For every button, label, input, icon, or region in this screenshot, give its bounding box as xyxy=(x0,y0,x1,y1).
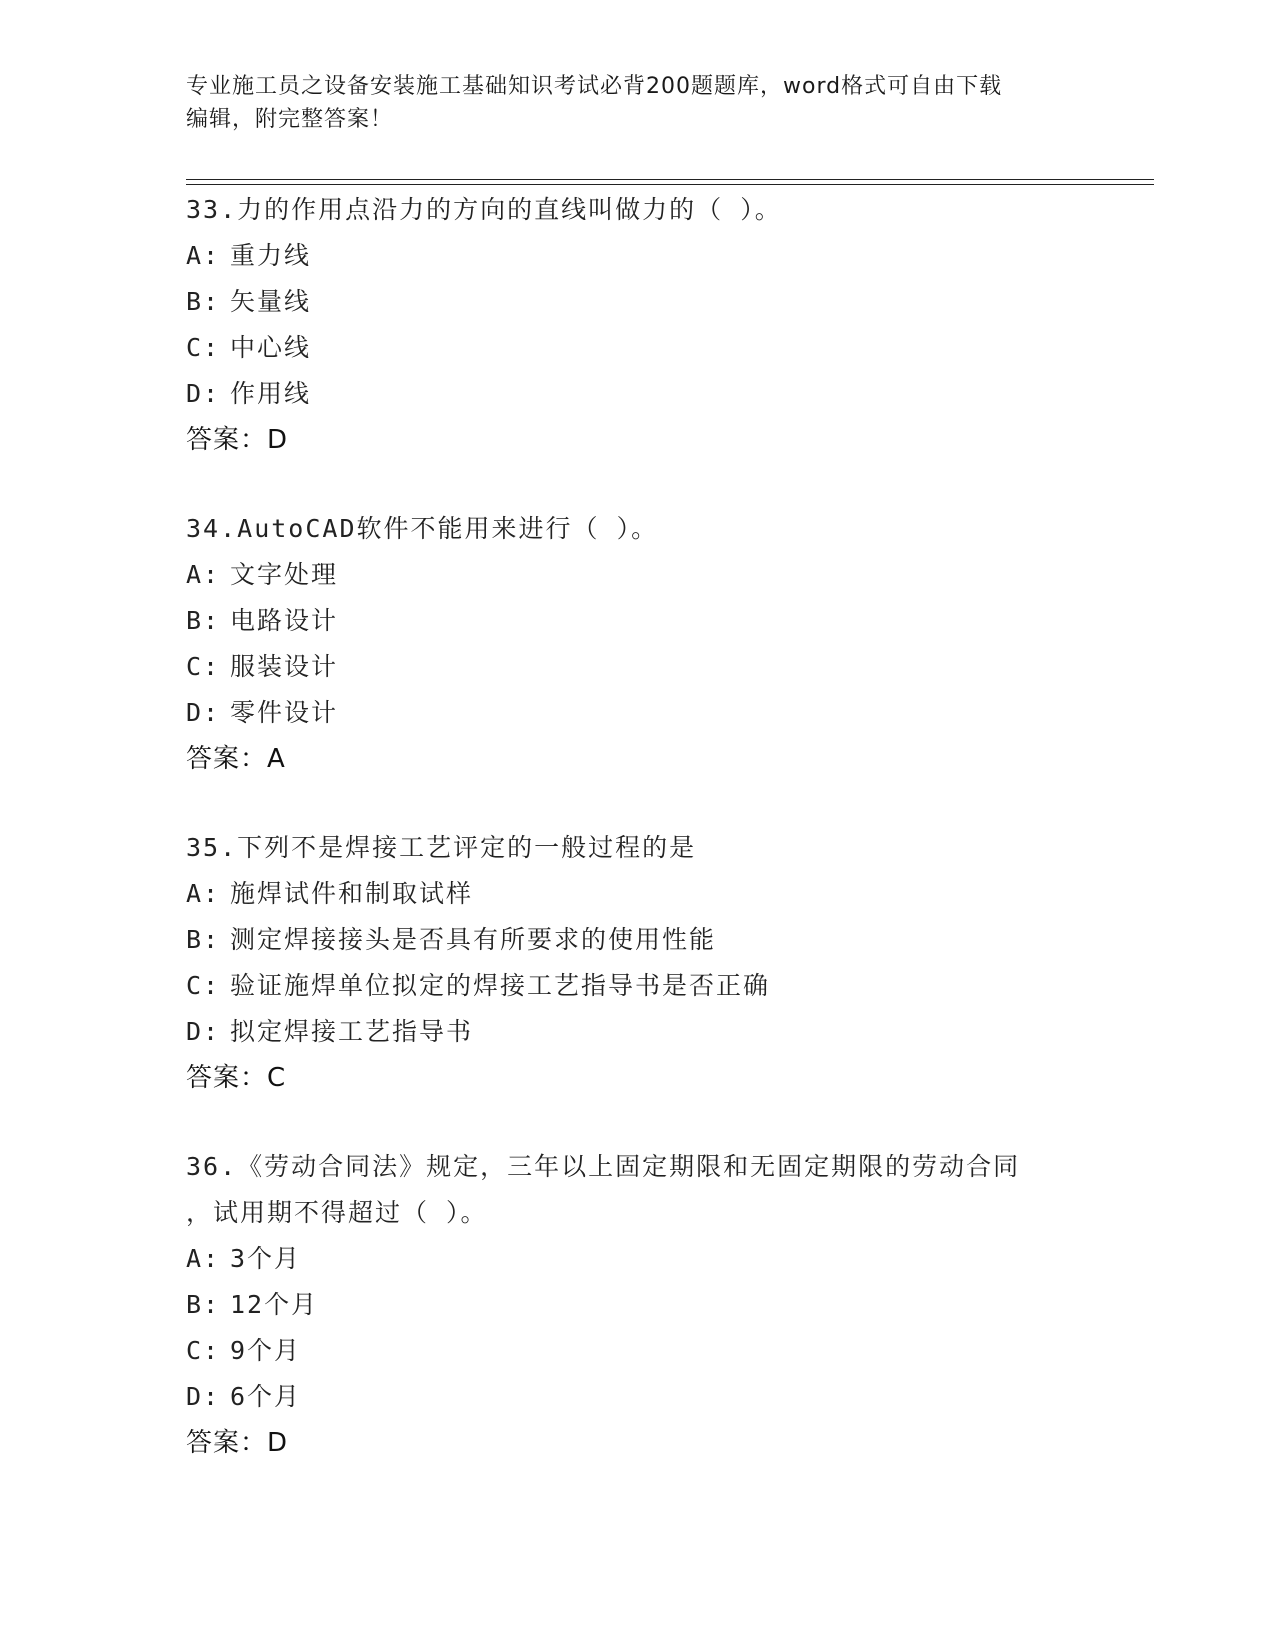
option-d xyxy=(186,690,1106,736)
option-d xyxy=(186,1374,1106,1420)
question-stem: 34.AutoCAD软件不能用来进行（ ）。 xyxy=(186,514,659,543)
option-text: 作用线 xyxy=(230,379,312,408)
option-letter: A: xyxy=(186,241,221,270)
option-a xyxy=(186,552,1106,598)
option-letter: D: xyxy=(186,379,221,408)
header-divider-top xyxy=(186,179,1154,180)
header-title-line-1: 专业施工员之设备安装施工基础知识考试必背200题题库，word格式可自由下载 xyxy=(186,74,1003,99)
document-header xyxy=(186,70,1066,136)
option-letter: B: xyxy=(186,287,221,316)
option-b xyxy=(186,917,1106,963)
option-text: 12个月 xyxy=(230,1290,319,1319)
answer-line: 答案：A xyxy=(186,744,286,774)
question-36 xyxy=(186,1144,1106,1466)
option-text: 3个月 xyxy=(230,1244,302,1273)
option-letter: A: xyxy=(186,560,221,589)
option-letter: B: xyxy=(186,925,221,954)
answer-line: 答案：D xyxy=(186,1428,289,1458)
option-a xyxy=(186,1236,1106,1282)
answer-line: 答案：C xyxy=(186,1063,287,1093)
question-stem-line-1: 36.《劳动合同法》规定，三年以上固定期限和无固定期限的劳动合同 xyxy=(186,1152,1021,1181)
option-c xyxy=(186,325,1106,371)
option-b xyxy=(186,598,1106,644)
header-divider-bottom xyxy=(186,184,1154,185)
option-a xyxy=(186,233,1106,279)
option-letter: B: xyxy=(186,606,221,635)
option-text: 中心线 xyxy=(230,333,312,362)
header-title-line-2: 编辑，附完整答案！ xyxy=(186,107,394,132)
option-letter: D: xyxy=(186,1382,221,1411)
option-c xyxy=(186,1328,1106,1374)
question-34 xyxy=(186,506,1106,782)
option-c xyxy=(186,963,1106,1009)
option-letter: D: xyxy=(186,1017,221,1046)
option-letter: B: xyxy=(186,1290,221,1319)
option-text: 测定焊接接头是否具有所要求的使用性能 xyxy=(230,925,717,954)
option-text: 服装设计 xyxy=(230,652,339,681)
option-letter: A: xyxy=(186,1244,221,1273)
option-text: 9个月 xyxy=(230,1336,302,1365)
option-d xyxy=(186,1009,1106,1055)
option-letter: C: xyxy=(186,1336,221,1365)
question-stem-line-2: ，试用期不得超过（ ）。 xyxy=(186,1198,488,1227)
option-text: 重力线 xyxy=(230,241,312,270)
option-text: 拟定焊接工艺指导书 xyxy=(230,1017,474,1046)
option-text: 矢量线 xyxy=(230,287,312,316)
option-a xyxy=(186,871,1106,917)
question-33 xyxy=(186,187,1106,463)
option-letter: A: xyxy=(186,879,221,908)
option-d xyxy=(186,371,1106,417)
option-b xyxy=(186,1282,1106,1328)
question-35 xyxy=(186,825,1106,1101)
option-text: 电路设计 xyxy=(230,606,339,635)
option-letter: D: xyxy=(186,698,221,727)
option-text: 6个月 xyxy=(230,1382,302,1411)
answer-line: 答案：D xyxy=(186,425,289,455)
question-stem: 35.下列不是焊接工艺评定的一般过程的是 xyxy=(186,833,697,862)
question-stem: 33.力的作用点沿力的方向的直线叫做力的（ ）。 xyxy=(186,195,782,224)
option-text: 施焊试件和制取试样 xyxy=(230,879,474,908)
option-b xyxy=(186,279,1106,325)
option-text: 验证施焊单位拟定的焊接工艺指导书是否正确 xyxy=(230,971,771,1000)
option-letter: C: xyxy=(186,652,221,681)
option-c xyxy=(186,644,1106,690)
option-text: 零件设计 xyxy=(230,698,339,727)
option-letter: C: xyxy=(186,971,221,1000)
option-letter: C: xyxy=(186,333,221,362)
option-text: 文字处理 xyxy=(230,560,339,589)
